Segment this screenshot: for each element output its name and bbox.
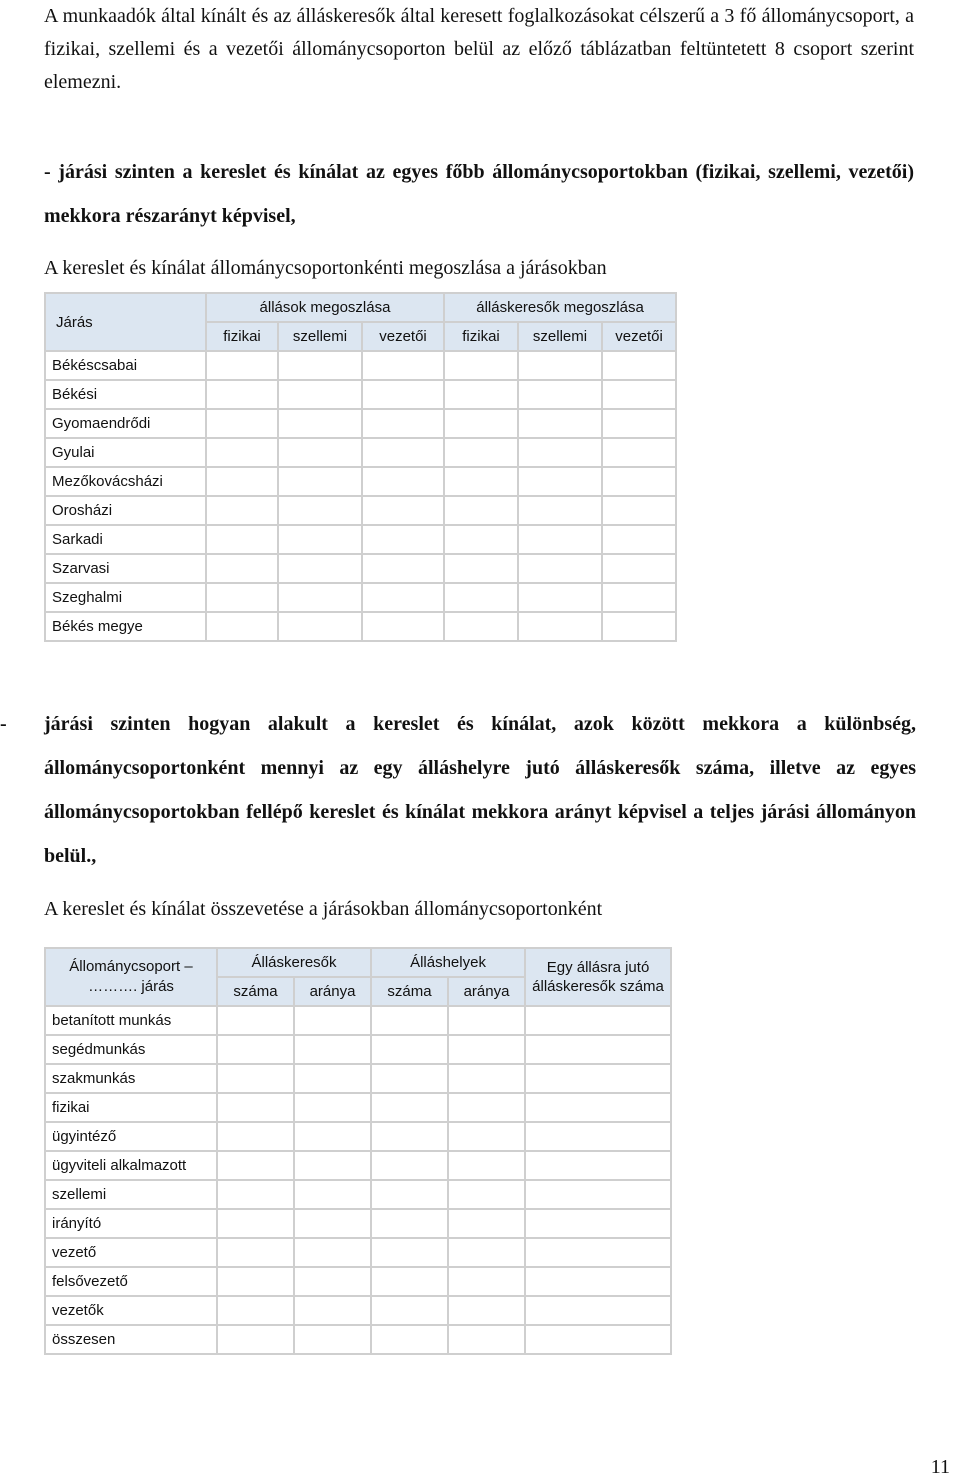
empty-cell xyxy=(294,1296,371,1325)
empty-cell xyxy=(362,612,444,641)
distribution-table xyxy=(44,292,677,642)
row-label: Orosházi xyxy=(45,496,206,525)
empty-cell xyxy=(294,1209,371,1238)
subheader-aranya: aránya xyxy=(448,977,525,1006)
empty-cell xyxy=(217,1238,294,1267)
subheader-szama: száma xyxy=(217,977,294,1006)
empty-cell xyxy=(525,1325,671,1354)
empty-cell xyxy=(371,1209,448,1238)
empty-cell xyxy=(444,467,518,496)
comparison-table xyxy=(44,947,672,1355)
bullet-dash: - xyxy=(0,713,7,735)
empty-cell xyxy=(206,583,278,612)
table-row xyxy=(45,554,676,583)
empty-cell xyxy=(525,1122,671,1151)
empty-cell xyxy=(371,1296,448,1325)
empty-cell xyxy=(278,612,362,641)
empty-cell xyxy=(518,525,602,554)
empty-cell xyxy=(602,409,676,438)
empty-cell xyxy=(371,1267,448,1296)
row-label: Mezőkovácsházi xyxy=(45,467,206,496)
empty-cell xyxy=(448,1035,525,1064)
subheader-fizikai: fizikai xyxy=(444,322,518,351)
empty-cell xyxy=(362,351,444,380)
empty-cell xyxy=(294,1035,371,1064)
subheader-vezetoi: vezetői xyxy=(362,322,444,351)
table-row xyxy=(45,1035,671,1064)
empty-cell xyxy=(448,1238,525,1267)
empty-cell xyxy=(444,496,518,525)
empty-cell xyxy=(525,1209,671,1238)
empty-cell xyxy=(217,1122,294,1151)
empty-cell xyxy=(278,351,362,380)
empty-cell xyxy=(444,554,518,583)
empty-cell xyxy=(278,554,362,583)
empty-cell xyxy=(525,1064,671,1093)
empty-cell xyxy=(444,351,518,380)
row-label: Gyulai xyxy=(45,438,206,467)
empty-cell xyxy=(278,380,362,409)
empty-cell xyxy=(294,1180,371,1209)
table-row xyxy=(45,1180,671,1209)
table-row xyxy=(45,1296,671,1325)
empty-cell xyxy=(448,1006,525,1035)
empty-cell xyxy=(362,525,444,554)
empty-cell xyxy=(294,1093,371,1122)
empty-cell xyxy=(444,438,518,467)
table-row xyxy=(45,380,676,409)
empty-cell xyxy=(448,1325,525,1354)
empty-cell xyxy=(371,1238,448,1267)
empty-cell xyxy=(602,554,676,583)
empty-cell xyxy=(448,1093,525,1122)
subheader-szama: száma xyxy=(371,977,448,1006)
empty-cell xyxy=(294,1064,371,1093)
empty-cell xyxy=(362,438,444,467)
empty-cell xyxy=(602,467,676,496)
table-row xyxy=(45,438,676,467)
row-label: szellemi xyxy=(45,1180,217,1209)
empty-cell xyxy=(217,1325,294,1354)
table-row xyxy=(45,1325,671,1354)
row-label: Békési xyxy=(45,380,206,409)
row-label: szakmunkás xyxy=(45,1064,217,1093)
empty-cell xyxy=(448,1209,525,1238)
empty-cell xyxy=(362,583,444,612)
row-label: Szarvasi xyxy=(45,554,206,583)
table-row xyxy=(45,1151,671,1180)
empty-cell xyxy=(371,1064,448,1093)
empty-cell xyxy=(448,1180,525,1209)
empty-cell xyxy=(444,409,518,438)
empty-cell xyxy=(518,496,602,525)
empty-cell xyxy=(278,438,362,467)
empty-cell xyxy=(518,438,602,467)
header-allaskeresok-megoszlasa: álláskeresők megoszlása xyxy=(444,293,676,322)
empty-cell xyxy=(602,525,676,554)
empty-cell xyxy=(602,351,676,380)
empty-cell xyxy=(448,1064,525,1093)
empty-cell xyxy=(278,583,362,612)
empty-cell xyxy=(217,1035,294,1064)
empty-cell xyxy=(362,467,444,496)
row-label: Békés megye xyxy=(45,612,206,641)
table-row xyxy=(45,1267,671,1296)
row-label: segédmunkás xyxy=(45,1035,217,1064)
row-label: Gyomaendrődi xyxy=(45,409,206,438)
empty-cell xyxy=(518,409,602,438)
bullet-district-share: - járási szinten a kereslet és kínálat az egyes főbb állománycsoportokban (fizikai, szellemi, vezetői) mekkora részarányt képvisel, xyxy=(44,161,914,227)
row-label: ügyintéző xyxy=(45,1122,217,1151)
table-row xyxy=(45,1064,671,1093)
empty-cell xyxy=(294,1267,371,1296)
empty-cell xyxy=(362,496,444,525)
subheader-aranya: aránya xyxy=(294,977,371,1006)
header-allaskeresok: Álláskeresők xyxy=(217,948,371,977)
empty-cell xyxy=(371,1151,448,1180)
empty-cell xyxy=(206,554,278,583)
empty-cell xyxy=(278,525,362,554)
row-label: vezetők xyxy=(45,1296,217,1325)
row-label: ügyviteli alkalmazott xyxy=(45,1151,217,1180)
empty-cell xyxy=(371,1093,448,1122)
empty-cell xyxy=(294,1006,371,1035)
empty-cell xyxy=(444,612,518,641)
row-label: Békéscsabai xyxy=(45,351,206,380)
empty-cell xyxy=(371,1122,448,1151)
empty-cell xyxy=(448,1296,525,1325)
empty-cell xyxy=(206,525,278,554)
empty-cell xyxy=(525,1006,671,1035)
empty-cell xyxy=(278,467,362,496)
empty-cell xyxy=(206,467,278,496)
empty-cell xyxy=(444,380,518,409)
empty-cell xyxy=(518,467,602,496)
table-row xyxy=(45,1122,671,1151)
table-row xyxy=(45,1093,671,1122)
empty-cell xyxy=(371,1035,448,1064)
empty-cell xyxy=(217,1006,294,1035)
empty-cell xyxy=(518,380,602,409)
empty-cell xyxy=(371,1006,448,1035)
empty-cell xyxy=(362,409,444,438)
table-row xyxy=(45,525,676,554)
empty-cell xyxy=(525,1238,671,1267)
empty-cell xyxy=(206,351,278,380)
page-number: 11 xyxy=(930,1456,950,1478)
table-row xyxy=(45,409,676,438)
table1-caption: A kereslet és kínálat állománycsoportonkénti megoszlása a járásokban xyxy=(44,257,607,279)
empty-cell xyxy=(525,1180,671,1209)
empty-cell xyxy=(448,1267,525,1296)
table-row xyxy=(45,612,676,641)
empty-cell xyxy=(525,1267,671,1296)
empty-cell xyxy=(518,351,602,380)
empty-cell xyxy=(217,1151,294,1180)
empty-cell xyxy=(217,1209,294,1238)
bullet-district-comparison xyxy=(0,702,916,878)
header-egy-allasra-juto: Egy állásra jutó álláskeresők száma xyxy=(525,948,671,1006)
empty-cell xyxy=(278,496,362,525)
empty-cell xyxy=(362,554,444,583)
empty-cell xyxy=(217,1296,294,1325)
empty-cell xyxy=(206,438,278,467)
subheader-vezetoi: vezetői xyxy=(602,322,676,351)
row-label: betanított munkás xyxy=(45,1006,217,1035)
table-row xyxy=(45,496,676,525)
empty-cell xyxy=(371,1325,448,1354)
empty-cell xyxy=(294,1151,371,1180)
empty-cell xyxy=(217,1180,294,1209)
subheader-fizikai: fizikai xyxy=(206,322,278,351)
empty-cell xyxy=(444,583,518,612)
row-label: összesen xyxy=(45,1325,217,1354)
row-label: fizikai xyxy=(45,1093,217,1122)
empty-cell xyxy=(518,612,602,641)
empty-cell xyxy=(525,1151,671,1180)
empty-cell xyxy=(448,1151,525,1180)
intro-paragraph: A munkaadók által kínált és az álláskeresők által keresett foglalkozásokat célszerű a 3 fő állománycsoport, a fizikai, szellemi és a vezetői állománycsoporton belül az előző táblázatban feltüntetett 8 csoport szerint elemezni. xyxy=(44,5,914,93)
empty-cell xyxy=(294,1238,371,1267)
table2-caption: A kereslet és kínálat összevetése a járásokban állománycsoportonként xyxy=(44,898,603,920)
header-allasok-megoszlasa: állások megoszlása xyxy=(206,293,444,322)
empty-cell xyxy=(206,380,278,409)
empty-cell xyxy=(525,1035,671,1064)
header-jaras: Járás xyxy=(45,293,206,351)
subheader-szellemi: szellemi xyxy=(278,322,362,351)
empty-cell xyxy=(217,1267,294,1296)
table-row xyxy=(45,351,676,380)
empty-cell xyxy=(294,1325,371,1354)
subheader-szellemi: szellemi xyxy=(518,322,602,351)
empty-cell xyxy=(444,525,518,554)
header-allashelyek: Álláshelyek xyxy=(371,948,525,977)
empty-cell xyxy=(525,1296,671,1325)
empty-cell xyxy=(206,409,278,438)
table-row xyxy=(45,583,676,612)
row-label: felsővezető xyxy=(45,1267,217,1296)
empty-cell xyxy=(602,438,676,467)
empty-cell xyxy=(217,1093,294,1122)
empty-cell xyxy=(217,1064,294,1093)
empty-cell xyxy=(294,1122,371,1151)
header-allomanycsoport: Állománycsoport – ………. járás xyxy=(45,948,217,1006)
table-row xyxy=(45,1209,671,1238)
empty-cell xyxy=(206,496,278,525)
empty-cell xyxy=(448,1122,525,1151)
empty-cell xyxy=(518,554,602,583)
table-row xyxy=(45,467,676,496)
empty-cell xyxy=(518,583,602,612)
table-row xyxy=(45,1006,671,1035)
empty-cell xyxy=(362,380,444,409)
empty-cell xyxy=(525,1093,671,1122)
empty-cell xyxy=(206,612,278,641)
empty-cell xyxy=(602,612,676,641)
row-label: irányító xyxy=(45,1209,217,1238)
bullet-text: járási szinten hogyan alakult a kereslet és kínálat, azok között mekkora a különbség, állománycsoportonként mennyi az egy álláshelyre jutó álláskeresők száma, illetve az egyes állománycsoportokban fellépő kereslet és kínálat mekkora arányt képvisel a teljes járási állományon belül., xyxy=(44,713,916,867)
row-label: Sarkadi xyxy=(45,525,206,554)
table-row xyxy=(45,1238,671,1267)
row-label: vezető xyxy=(45,1238,217,1267)
empty-cell xyxy=(602,583,676,612)
empty-cell xyxy=(371,1180,448,1209)
empty-cell xyxy=(602,496,676,525)
empty-cell xyxy=(278,409,362,438)
empty-cell xyxy=(602,380,676,409)
row-label: Szeghalmi xyxy=(45,583,206,612)
